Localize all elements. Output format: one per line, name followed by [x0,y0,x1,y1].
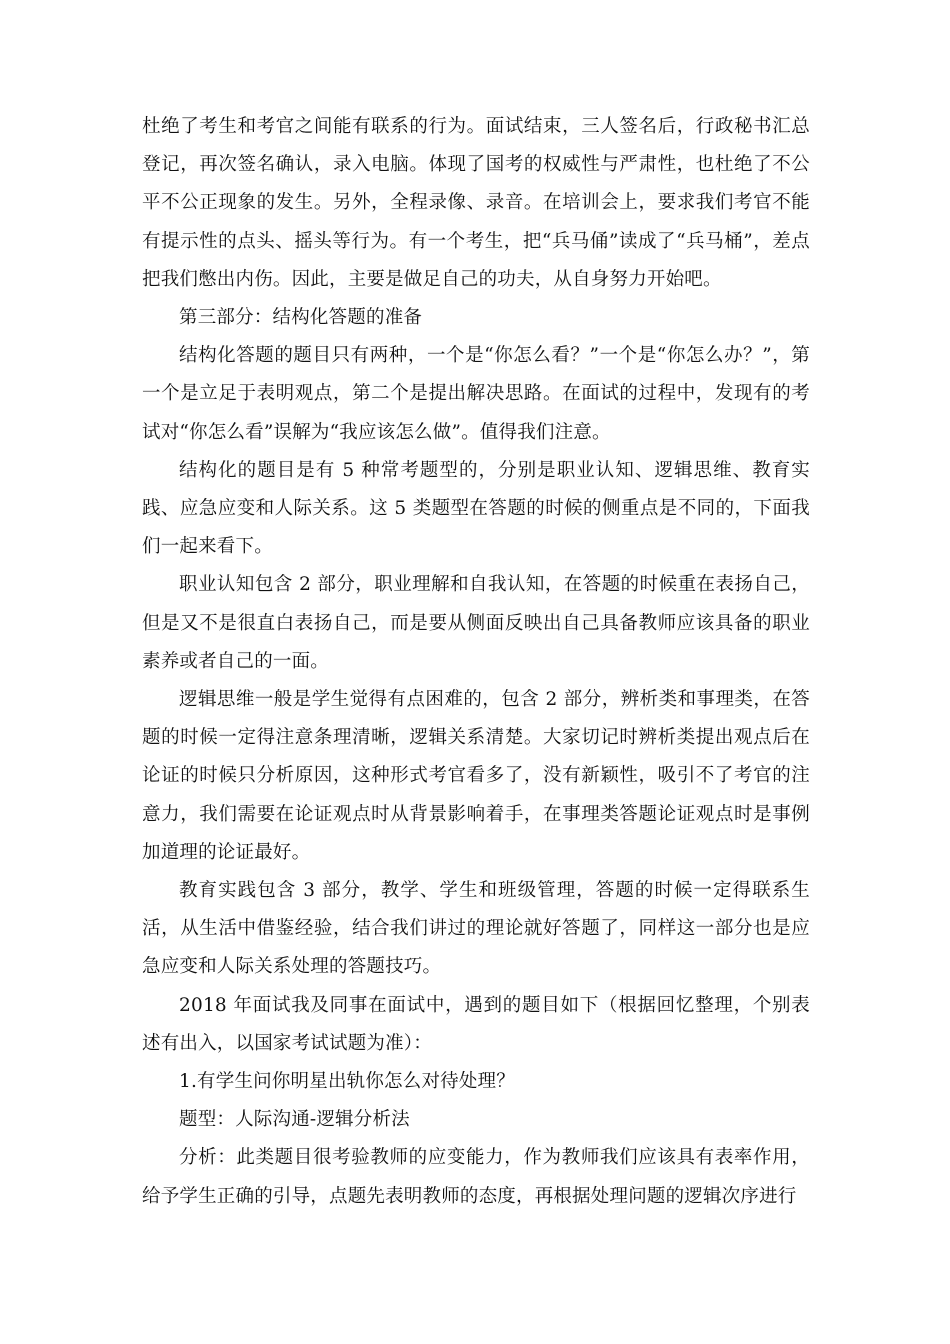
section-heading: 第三部分：结构化答题的准备 [179,307,423,329]
paragraph: 职业认知包含 2 部分，职业理解和自我认知，在答题的时候重在表扬自己，但是又不是很直白表扬自己，而是要从侧面反映出自己具备教师应该具备的职业素养或者自己的一面。 [142,574,810,672]
question-analysis: 分析：此类题目很考验教师的应变能力，作为教师我们应该具有表率作用，给予学生正确的引导，点题先表明教师的态度，再根据处理问题的逻辑次序进行 [142,1147,810,1207]
paragraph: 2018 年面试我及同事在面试中，遇到的题目如下（根据回忆整理，个别表述有出入，以国家考试试题为准）： [142,994,810,1054]
paragraph: 结构化答题的题目只有两种，一个是“你怎么看？”一个是“你怎么办？”，第一个是立足于表明观点，第二个是提出解决思路。在面试的过程中，发现有的考试对“你怎么看”误解为“我应该怎么做”。值得我们注意。 [142,345,810,443]
paragraph: 结构化的题目是有 5 种常考题型的，分别是职业认知、逻辑思维、教育实践、应急应变和人际关系。这 5 类题型在答题的时候的侧重点是不同的，下面我们一起来看下。 [142,459,810,558]
question-type: 题型：人际沟通-逻辑分析法 [179,1109,410,1131]
paragraph-continuation: 杜绝了考生和考官之间能有联系的行为。面试结束，三人签名后，行政秘书汇总登记，再次签名确认，录入电脑。体现了国考的权威性与严肃性，也杜绝了不公平不公正现象的发生。另外，全程录像、录音。在培训会上，要求我们考官不能有提示性的点头、摇头等行为。有一个考生，把“兵马俑”读成了“兵马桶”，差点把我们憋出内伤。因此，主要是做足自己的功夫，从自身努力开始吧。 [142,116,810,290]
question-item: 1.有学生问你明星出轨你怎么对待处理？ [179,1071,515,1093]
paragraph: 教育实践包含 3 部分，教学、学生和班级管理，答题的时候一定得联系生活，从生活中借鉴经验，结合我们讲过的理论就好答题了，同样这一部分也是应急应变和人际关系处理的答题技巧。 [142,880,810,978]
paragraph: 逻辑思维一般是学生觉得有点困难的，包含 2 部分，辨析类和事理类，在答题的时候一定得注意条理清晰，逻辑关系清楚。大家切记时辨析类提出观点后在论证的时候只分析原因，这种形式考官看多了，没有新颖性，吸引不了考官的注意力，我们需要在论证观点时从背景影响着手，在事理类答题论证观点时是事例加道理的论证最好。 [142,689,810,863]
